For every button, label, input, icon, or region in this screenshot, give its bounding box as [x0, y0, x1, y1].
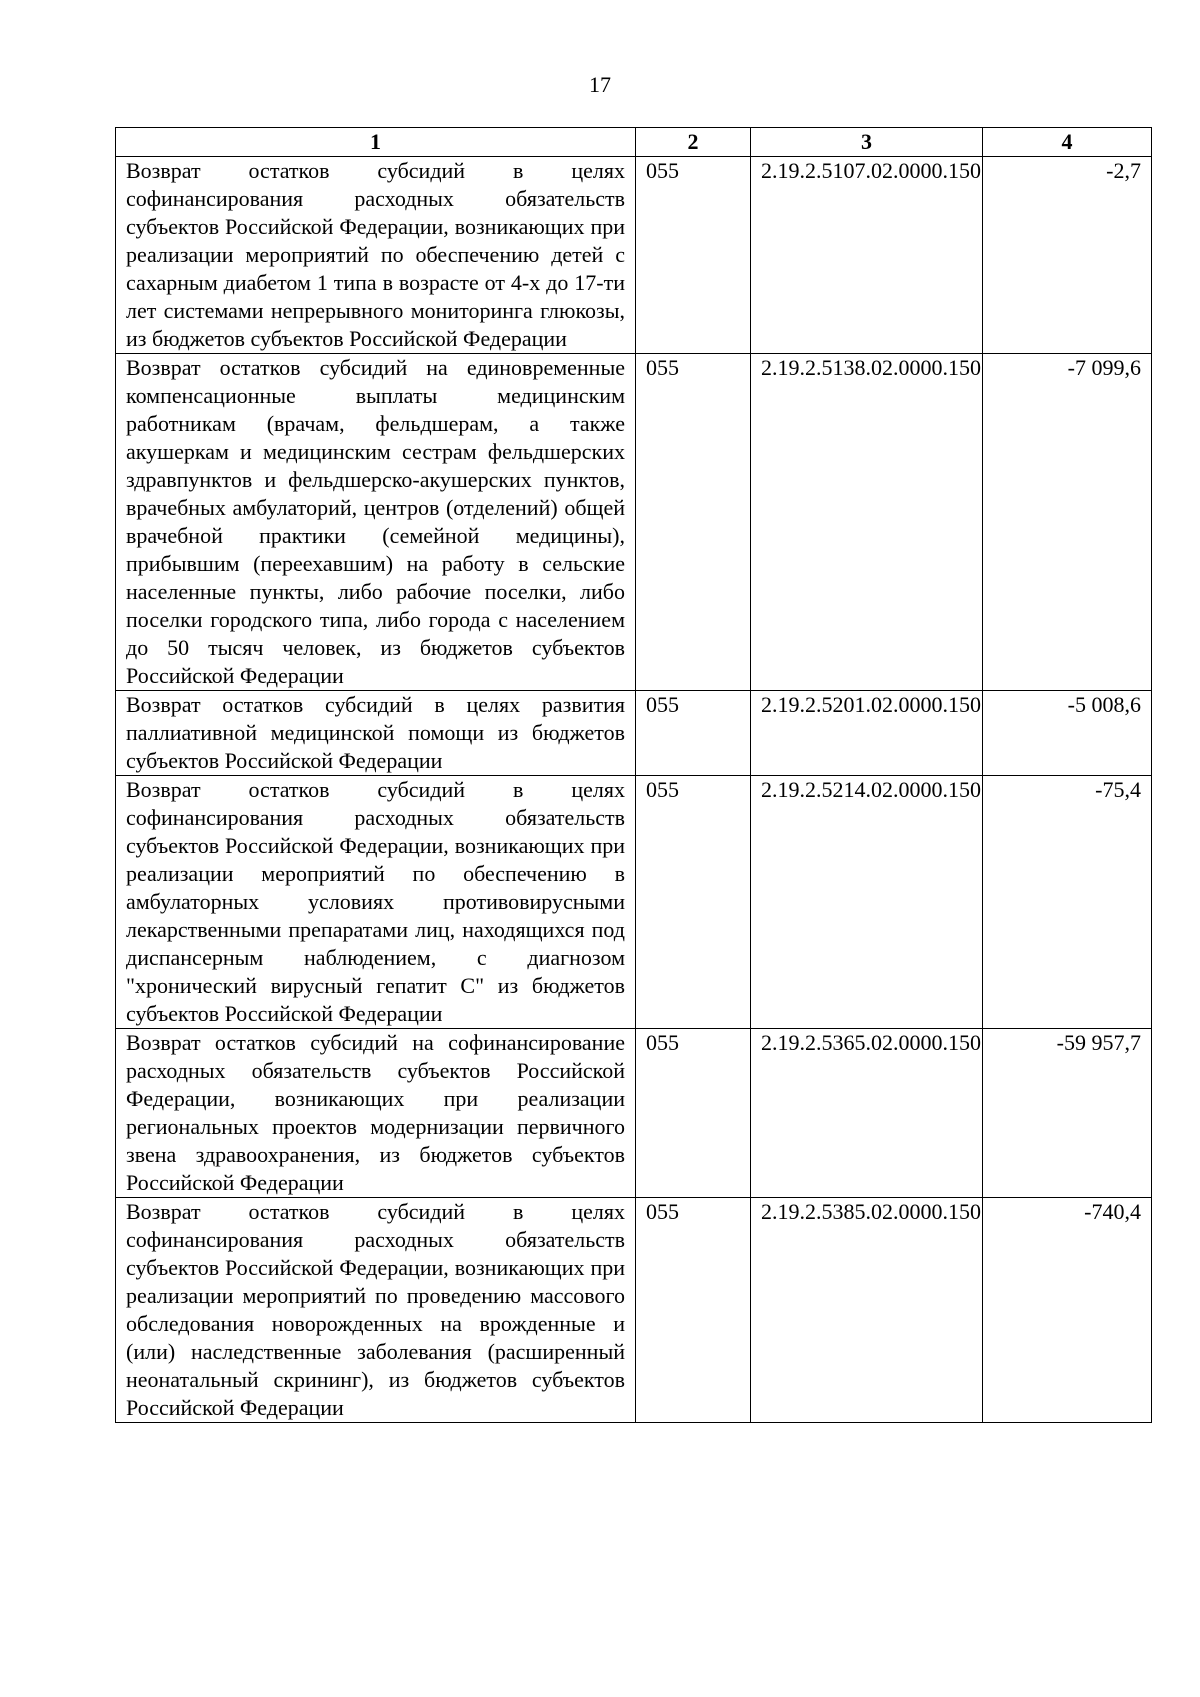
- row-budget-code: 2.19.2.5138.02.0000.150: [751, 354, 983, 691]
- row-admin-code: 055: [636, 776, 751, 1029]
- row-description: Возврат остатков субсидий в целях софинансирования расходных обязательств субъектов Российской Федерации, возникающих при реализации мероприятий по проведению массового обследования новорожденных на врожденные и (или) наследственные заболевания (расширенный неонатальный скрининг), из бюджетов субъектов Российской Федерации: [116, 1198, 636, 1423]
- row-budget-code: 2.19.2.5365.02.0000.150: [751, 1029, 983, 1198]
- column-header-2: 2: [636, 128, 751, 157]
- row-amount: -2,7: [983, 157, 1152, 354]
- column-header-1: 1: [116, 128, 636, 157]
- row-amount: -740,4: [983, 1198, 1152, 1423]
- row-budget-code: 2.19.2.5107.02.0000.150: [751, 157, 983, 354]
- row-budget-code: 2.19.2.5385.02.0000.150: [751, 1198, 983, 1423]
- table-row: [116, 157, 1152, 354]
- table-row: [116, 354, 1152, 691]
- page-number: 17: [589, 72, 611, 97]
- row-admin-code: 055: [636, 157, 751, 354]
- row-admin-code: 055: [636, 1029, 751, 1198]
- row-description: Возврат остатков субсидий на единовременные компенсационные выплаты медицинским работникам (врачам, фельдшерам, а также акушеркам и медицинским сестрам фельдшерских здравпунктов и фельдшерско-акушерских пунктов, врачебных амбулаторий, центров (отделений) общей врачебной практики (семейной медицины), прибывшим (переехавшим) на работу в сельские населенные пункты, либо рабочие поселки, либо поселки городского типа, либо города с населением до 50 тысяч человек, из бюджетов субъектов Российской Федерации: [116, 354, 636, 691]
- row-budget-code: 2.19.2.5214.02.0000.150: [751, 776, 983, 1029]
- row-admin-code: 055: [636, 691, 751, 776]
- table-row: [116, 1029, 1152, 1198]
- row-description: Возврат остатков субсидий в целях софинансирования расходных обязательств субъектов Российской Федерации, возникающих при реализации мероприятий по обеспечению в амбулаторных условиях противовирусными лекарственными препаратами лиц, находящихся под диспансерным наблюдением, с диагнозом "хронический вирусный гепатит С" из бюджетов субъектов Российской Федерации: [116, 776, 636, 1029]
- row-amount: -59 957,7: [983, 1029, 1152, 1198]
- column-header-3: 3: [751, 128, 983, 157]
- header-row: [116, 128, 1152, 157]
- row-amount: -5 008,6: [983, 691, 1152, 776]
- budget-table: [115, 127, 1152, 1423]
- column-header-4: 4: [983, 128, 1152, 157]
- row-description: Возврат остатков субсидий в целях софинансирования расходных обязательств субъектов Российской Федерации, возникающих при реализации мероприятий по обеспечению детей с сахарным диабетом 1 типа в возрасте от 4-х до 17-ти лет системами непрерывного мониторинга глюкозы, из бюджетов субъектов Российской Федерации: [116, 157, 636, 354]
- row-budget-code: 2.19.2.5201.02.0000.150: [751, 691, 983, 776]
- table-row: [116, 691, 1152, 776]
- table-row: [116, 1198, 1152, 1423]
- row-amount: -7 099,6: [983, 354, 1152, 691]
- row-admin-code: 055: [636, 1198, 751, 1423]
- table-row: [116, 776, 1152, 1029]
- table-body: [116, 157, 1152, 1423]
- row-description: Возврат остатков субсидий в целях развития паллиативной медицинской помощи из бюджетов субъектов Российской Федерации: [116, 691, 636, 776]
- table-header: [116, 128, 1152, 157]
- row-amount: -75,4: [983, 776, 1152, 1029]
- row-admin-code: 055: [636, 354, 751, 691]
- row-description: Возврат остатков субсидий на софинансирование расходных обязательств субъектов Российской Федерации, возникающих при реализации региональных проектов модернизации первичного звена здравоохранения, из бюджетов субъектов Российской Федерации: [116, 1029, 636, 1198]
